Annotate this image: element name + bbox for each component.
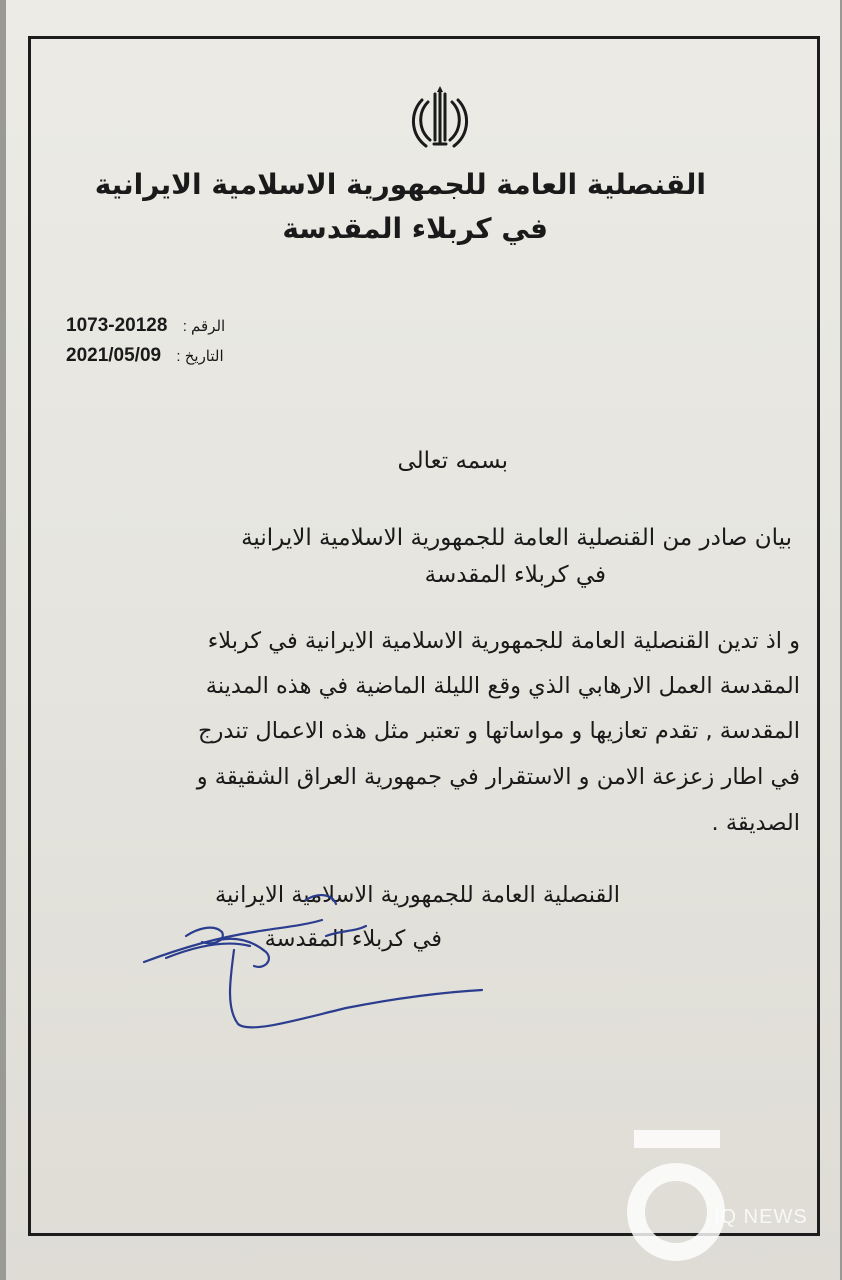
body-line: المقدسة , تقدم تعازيها و مواساتها و تعتبر مثل هذه الاعمال تندرج	[197, 718, 800, 744]
document-date-label: التاريخ :	[176, 348, 224, 365]
reference-number-value: 1073-20128	[66, 315, 168, 336]
reference-number	[66, 315, 225, 337]
body-line: في اطار زعزعة الامن و الاستقرار في جمهورية العراق الشقيقة و	[196, 764, 800, 790]
body-line: و اذ تدين القنصلية العامة للجمهورية الاسلامية الايرانية في كربلاء	[207, 628, 800, 654]
document-date-value: 2021/05/09	[66, 345, 162, 366]
reference-number-label: الرقم :	[182, 318, 226, 335]
consulate-header-line1: القنصلية العامة للجمهورية الاسلامية الايرانية	[94, 168, 706, 201]
signoff-line2: في كربلاء المقدسة	[264, 926, 442, 952]
watermark-label: IQ NEWS	[714, 1206, 808, 1228]
emblem-icon	[404, 82, 476, 152]
consulate-header-line2: في كربلاء المقدسة	[282, 212, 548, 245]
document-page	[6, 0, 840, 1280]
statement-title-line1: بيان صادر من القنصلية العامة للجمهورية الاسلامية الايرانية	[241, 525, 792, 551]
body-line: المقدسة العمل الارهابي الذي وقع الليلة الماضية في هذه المدينة	[205, 673, 800, 699]
news-logo-watermark-icon	[618, 1124, 738, 1274]
statement-title-line2: في كربلاء المقدسة	[424, 562, 606, 588]
body-line: الصديقة .	[711, 810, 800, 836]
document-date	[66, 345, 224, 367]
handwritten-signature	[126, 880, 496, 1040]
signoff-line1: القنصلية العامة للجمهورية الاسلامية الايرانية	[214, 882, 620, 908]
salutation: بسمه تعالى	[397, 448, 508, 474]
